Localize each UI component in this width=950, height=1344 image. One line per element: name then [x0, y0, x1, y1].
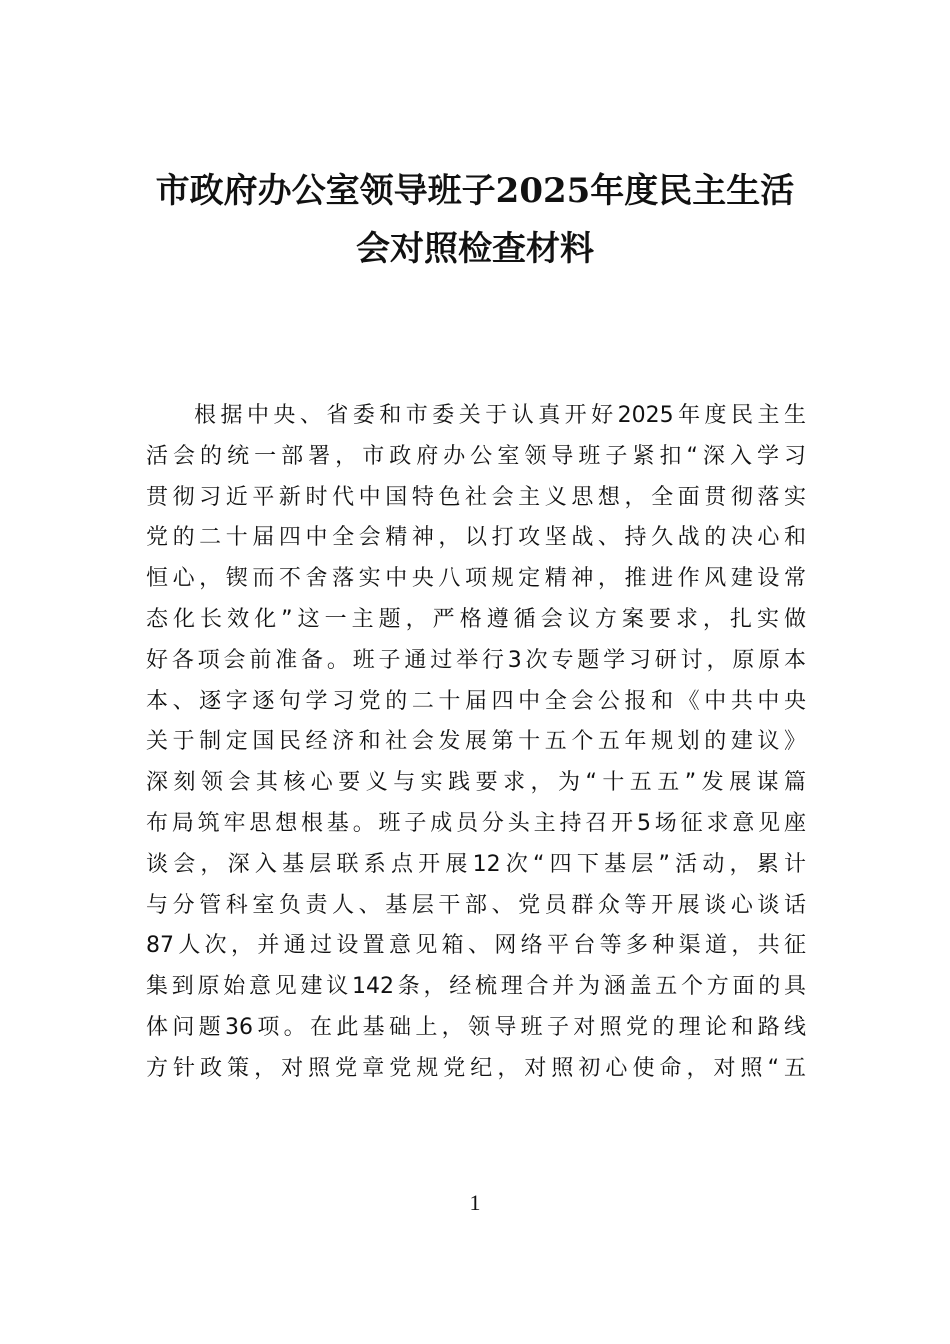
body-line: 体问题36项。在此基础上，领导班子对照党的理论和路线 [146, 1014, 806, 1040]
body-line: 活会的统一部署，市政府办公室领导班子紧扣“深入学习 [146, 443, 806, 469]
body-line: 87人次，并通过设置意见箱、网络平台等多种渠道，共征 [146, 933, 806, 959]
body-line: 恒心，锲而不舍落实中央八项规定精神，推进作风建设常 [146, 566, 806, 592]
body-line: 方针政策，对照党章党规党纪，对照初心使命，对照“五 [146, 1055, 806, 1081]
body-line: 关于制定国民经济和社会发展第十五个五年规划的建议》 [146, 729, 806, 755]
body-line: 集到原始意见建议142条，经梳理合并为涵盖五个方面的具 [146, 974, 806, 1000]
document-title [130, 162, 820, 278]
body-line: 党的二十届四中全会精神，以打攻坚战、持久战的决心和 [146, 525, 806, 551]
body-line: 谈会，深入基层联系点开展12次“四下基层”活动，累计 [146, 851, 806, 877]
body-line: 根据中央、省委和市委关于认真开好2025年度民主生 [194, 403, 806, 428]
body-paragraph [146, 396, 806, 1090]
title-line-2: 会对照检查材料 [356, 229, 594, 269]
body-line: 深刻领会其核心要义与实践要求，为“十五五”发展谋篇 [146, 770, 806, 796]
body-line: 好各项会前准备。班子通过举行3次专题学习研讨，原原本 [146, 647, 806, 673]
page-number: 1 [469, 1190, 481, 1215]
body-line: 态化长效化”这一主题，严格遵循会议方案要求，扎实做 [146, 606, 806, 632]
body-line: 本、逐字逐句学习党的二十届四中全会公报和《中共中央 [146, 688, 806, 714]
body-line: 贯彻习近平新时代中国特色社会主义思想，全面贯彻落实 [146, 484, 806, 510]
title-line-1: 市政府办公室领导班子2025年度民主生活 [155, 171, 795, 211]
body-line: 与分管科室负责人、基层干部、党员群众等开展谈心谈话 [146, 892, 806, 918]
body-line: 布局筑牢思想根基。班子成员分头主持召开5场征求意见座 [146, 810, 806, 836]
